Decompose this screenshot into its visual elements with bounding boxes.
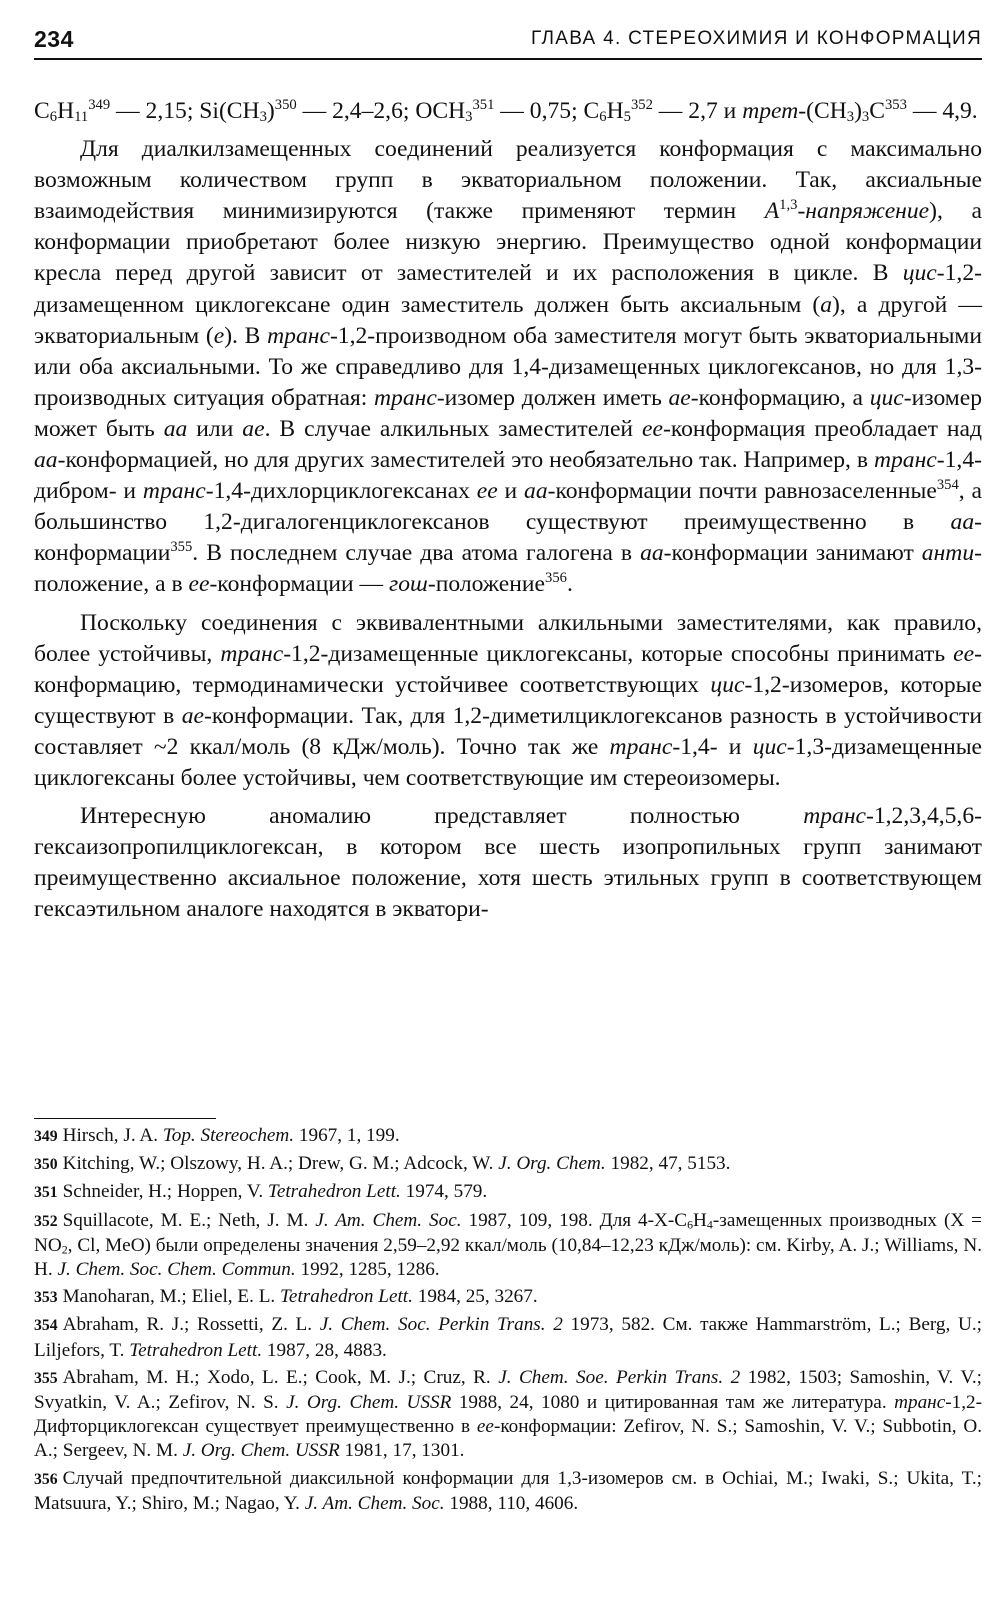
text-span: или [187,415,243,442]
reference-marker: 355 [170,539,193,556]
italic-term: ee [642,415,663,442]
reference-marker: 353 [884,96,907,113]
footnote-number: 351 [34,1184,58,1202]
text-span: 1987, 109, 198. Для 4-X-C [461,1209,688,1231]
italic-citation: J. Chem. Soc. Chem. Commun. [57,1259,296,1281]
footnote [34,1285,982,1310]
text-span: -конформации занимают [663,540,922,567]
footnote [34,1124,982,1149]
italic-citation: Top. Stereochem. [162,1125,295,1146]
text-span: -конформации почти равнозаселенные [547,478,937,505]
italic-term: -напряжение [797,198,930,225]
footnote-number: 355 [34,1369,58,1387]
reference-marker: 351 [472,96,495,113]
italic-term: цис [710,671,745,698]
italic-citation: J. Org. Chem. USSR [286,1392,452,1414]
footnote [34,1180,982,1205]
subscript: 6 [49,109,58,126]
text-span: Abraham, R. J.; Rossetti, Z. L. [62,1314,320,1336]
paragraph [34,608,982,795]
footnote-number: 354 [34,1317,58,1335]
subscript: 2 [61,1242,68,1257]
text-span: -замещенных производных (X = NO [34,1209,982,1256]
text-span: -конформацию, термодинамически устойчивее соответствующих [34,640,982,698]
italic-term: транс [873,447,937,474]
footnote [34,1152,982,1177]
subscript: 3 [846,109,855,126]
subscript: 3 [259,109,267,126]
text-span: — 2,7 и [652,98,743,124]
italic-term: транс [609,733,673,760]
text-span: -конформацией, но для других заместителей это необязательно так. Например, в [57,447,874,474]
italic-citation: J. Am. Chem. Soc. [304,1492,445,1514]
italic-term: aa [640,540,664,567]
text-span: Интересную аномалию представляет полностью [80,803,804,830]
text-span: -1,3-дизамещенные циклогексаны более устойчивы, чем соответствующие им стереоизомеры. [34,733,983,791]
running-head: ГЛАВА 4. СТЕРЕОХИМИЯ И КОНФОРМАЦИЯ [530,28,982,49]
text-span: 1973, 582. См. также Hammarström, L.; Berg, U.; Liljefors, T. [34,1314,982,1361]
text-span: H [57,98,75,124]
text-span: ). В [224,322,268,349]
superscript: 1,3 [779,197,798,214]
text-span: -(CH [798,98,847,124]
footnote-number: 352 [34,1212,58,1230]
text-span: — 0,75; C [494,98,600,124]
footnote-number: 349 [34,1128,58,1145]
italic-citation: J. Org. Chem. [498,1153,606,1175]
text-span: Hirsch, J. A. [62,1125,163,1146]
italic-term: ee [953,640,975,667]
text-span: -1,4-дибром- и [34,447,982,505]
text-span: , а большинство 1,2-дигалогенциклогексанов существуют преимущественно в [34,478,982,536]
italic-citation: Tetrahedron Lett. [280,1286,413,1308]
text-span: -конформация преобладает над [662,415,983,442]
page-number: 234 [34,26,74,52]
italic-term: a [820,291,833,318]
paragraph-continuation [34,96,982,127]
footnote [34,1209,982,1283]
text-span: Kitching, W.; Olszowy, H. A.; Drew, G. M.; Adcock, W. [62,1153,499,1175]
footnote [34,1313,982,1362]
main-text [34,96,982,932]
text-span: -конформации — [209,571,390,598]
text-span: -положение [427,571,545,598]
text-span: . В последнем случае два атома галогена в [192,540,641,567]
text-span: H [693,1209,707,1231]
footnote [34,1467,982,1516]
text-span: -1,2-Дифторциклогексан существует преимущественно в [34,1392,982,1438]
text-span: 1984, 25, 3267. [412,1286,538,1308]
text-span: 1967, 1, 199. [294,1125,400,1146]
italic-term: aa [950,509,975,536]
italic-term: aa [163,415,188,442]
text-span: ), а другой — экваториальным ( [34,291,982,349]
italic-term: транс [803,803,866,830]
text-span: — 2,15; Si(CH [110,98,260,124]
text-span: 1982, 47, 5153. [605,1153,731,1175]
text-span: -конформацию, а [690,384,870,411]
text-span: Поскольку соединения с эквивалентными алкильными заместителями, как правило, более устойчивы, [34,609,982,667]
italic-term: ae [242,415,265,442]
footnote-number: 350 [34,1156,58,1174]
italic-term: анти [921,540,975,567]
text-span: — 4,9. [906,98,978,124]
text-span: . [566,571,573,598]
text-span: 1987, 28, 4883. [262,1339,387,1361]
text-span: Случай предпочтительной диаксильной конформации для 1,3-изомеров см. в Ochiai, M.; Iwaki, S.; Ukita, T.; Matsuura, Y.; Shiro, M.; Nagao, Y. [34,1467,982,1514]
text-span: -изомер может быть [34,384,982,442]
subscript: 4 [706,1217,713,1232]
text-span: Squillacote, M. E.; Neth, J. M. [62,1209,316,1231]
text-span: C [34,98,50,124]
text-span: -1,4-дихлорциклогексанах [205,478,477,505]
text-span: Manoharan, M.; Eliel, E. L. [62,1286,281,1308]
footnote [34,1366,982,1464]
italic-term: цис [902,260,937,287]
text-span: , Cl, MeO) были определены значения 2,59–2,92 ккал/моль (10,84–12,23 кДж/моль): см. Kirby, A. J.; Williams, N. H. [34,1234,982,1281]
italic-term: транс [267,322,330,349]
italic-term: транс [142,478,206,505]
text-span: -1,2-производном оба заместителя могут быть экваториальными или оба аксиальными. То же справедливо для 1,4-дизамещенных циклогексанов, но для 1,3-производных ситуация обратная: [34,322,982,411]
italic-term: ee [476,478,498,505]
italic-citation: J. Chem. Soc. Perkin Trans. 2 [319,1314,563,1336]
reference-marker: 349 [88,96,111,113]
text-span: . В случае алкильных заместителей [264,415,643,442]
italic-citation: Tetrahedron Lett. [129,1339,263,1361]
subscript: 6 [687,1217,694,1232]
reference-marker: 356 [545,570,567,587]
italic-citation: J. Org. Chem. USSR [182,1440,340,1462]
paragraph [34,134,982,600]
text-span: -1,2-дизамещенном циклогексане один заместитель должен быть аксиальным ( [34,260,982,318]
text-span: -1,2-изомеров, которые существуют в [34,671,982,729]
italic-term: цис [869,384,904,411]
footnote-number: 356 [34,1470,58,1488]
text-span: ), а конформации приобретают более низкую энергию. Преимущество одной конформации кресла перед другой зависит от заместителей и их расположения в цикле. В [34,198,982,287]
text-span: 1988, 110, 4606. [444,1492,579,1514]
text-span: — 2,4–2,6; OCH [296,98,466,124]
text-span: 1981, 17, 1301. [339,1440,465,1462]
footnote-number: 353 [34,1289,58,1307]
italic-term: цис [752,733,787,760]
text-span: 1974, 579. [400,1181,488,1203]
subscript: 11 [74,109,89,126]
text-span: -1,2,3,4,5,6-гексаизопропилциклогексан, в котором все шесть изопропильных групп занимают преимущественно аксиальное положение, хотя шесть этильных групп в соответствующем гексаэтильном аналоге находятся в экватори- [34,803,982,923]
text-span: 1992, 1285, 1286. [295,1259,440,1281]
italic-term: транс [374,384,437,411]
italic-citation: J. Am. Chem. Soc. [315,1209,462,1231]
text-span: 1982, 1503; Samoshin, V. V.; Svyatkin, V. A.; Zefirov, N. S. [34,1366,982,1414]
reference-marker: 352 [630,96,653,113]
italic-term: aa [524,478,548,505]
text-span: -1,2-дизамещенные циклогексаны, которые способны принимать [283,640,954,667]
text-span: H [606,98,624,124]
text-span: -конформации [34,509,982,567]
text-span: -изомер должен иметь [436,384,669,411]
italic-citation: J. Chem. Soe. Perkin Trans. 2 [498,1366,741,1388]
italic-term: ae [181,702,204,729]
text-span: -1,4- и [672,733,753,760]
italic-term: e [213,322,225,349]
reference-marker: 354 [936,477,959,494]
footnotes-section [34,1124,982,1519]
italic-term: A [764,198,780,225]
text-span: C [869,98,885,124]
paragraph [34,801,982,925]
italic-term: гош [389,571,428,598]
text-span: и [497,478,525,505]
italic-citation: транс [894,1392,946,1414]
text-span: ) [266,98,275,124]
text-span: 1988, 24, 1080 и цитированная там же литература. [451,1392,895,1414]
italic-citation: Tetrahedron Lett. [267,1181,401,1203]
text-span: -положение, а в [34,540,982,598]
subscript: 6 [599,109,607,126]
text-span: Schneider, H.; Hoppen, V. [62,1181,268,1203]
subscript: 3 [861,109,870,126]
reference-marker: 350 [274,96,297,113]
text-span: -конформации. Так, для 1,2-диметилциклогексанов разность в устойчивости составляет ~2 ккал/моль (8 кДж/моль). Точно так же [34,702,982,760]
text-span: Abraham, M. H.; Xodo, L. E.; Cook, M. J.; Cruz, R. [62,1366,499,1388]
text-span: Для диалкилзамещенных соединений реализуется конформация с максимально возможным количеством групп в экваториальном положении. Так, аксиальные взаимодействия минимизируются (также применяют термин [34,136,982,225]
subscript: 3 [465,109,473,126]
subscript: 5 [623,109,631,126]
italic-term: ee [188,571,210,598]
italic-term: трет [742,98,799,124]
text-span: ) [854,98,862,124]
page-header [34,22,982,60]
footnote-divider [34,1118,216,1119]
italic-term: aa [34,447,58,474]
italic-term: ae [668,384,691,411]
italic-citation: ee [476,1416,494,1438]
italic-term: транс [220,640,284,667]
text-span: -конформации: Zefirov, N. S.; Samoshin, V. V.; Subbotin, O. A.; Sergeev, N. M. [34,1416,982,1462]
